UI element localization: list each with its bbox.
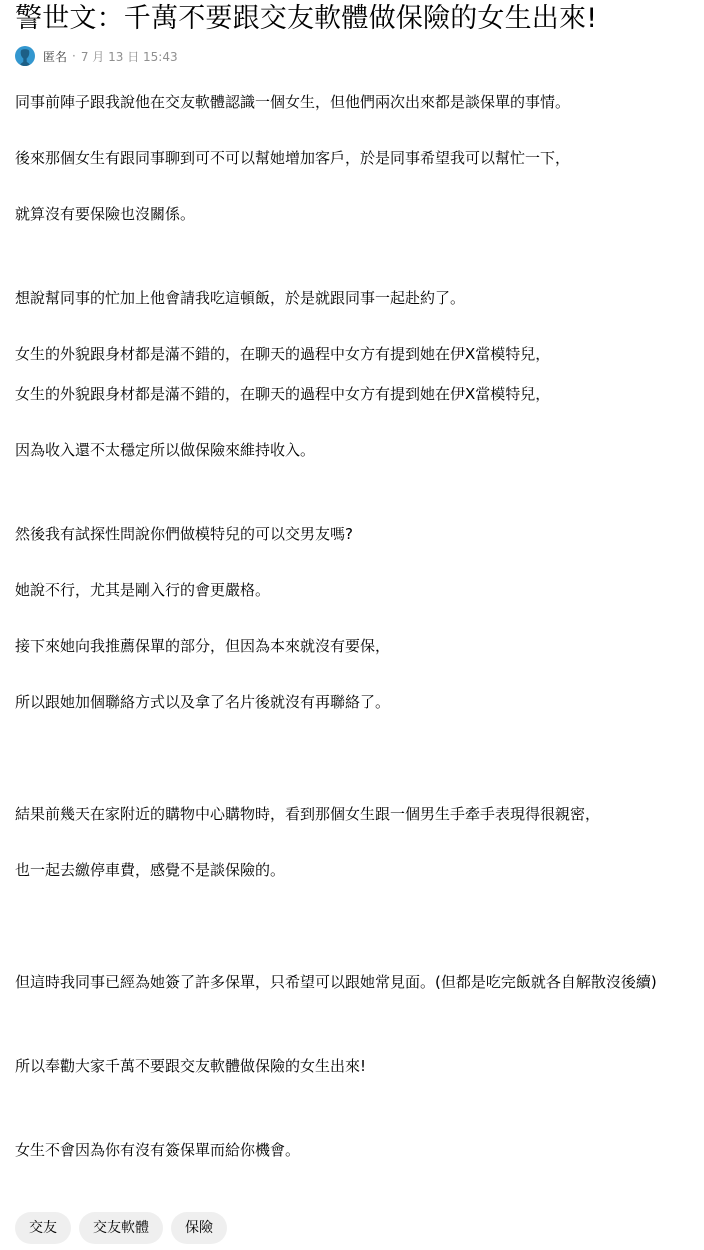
post-paragraph: 因為收入還不太穩定所以做保險來維持收入。 — [15, 441, 316, 459]
post-paragraph: 同事前陣子跟我說他在交友軟體認識一個女生，但他們兩次出來都是談保單的事情。 — [15, 93, 571, 111]
tag-list — [15, 1212, 227, 1244]
author-name[interactable]: 匿名 — [43, 49, 68, 64]
post-paragraph: 結果前幾天在家附近的購物中心購物時，看到那個女生跟一個男生手牽手表現得很親密， — [15, 805, 601, 823]
post-paragraph: 然後我有試探性問說你們做模特兒的可以交男友嗎? — [15, 525, 353, 543]
post-title: 警世文：千萬不要跟交友軟體做保險的女生出來! — [15, 3, 598, 34]
post-paragraph: 就算沒有要保險也沒關係。 — [15, 205, 196, 223]
tag-dating-app[interactable]: 交友軟體 — [79, 1212, 163, 1244]
post-paragraph: 後來那個女生有跟同事聊到可不可以幫她增加客戶，於是同事希望我可以幫忙一下， — [15, 149, 571, 167]
post-paragraph: 所以奉勸大家千萬不要跟交友軟體做保險的女生出來! — [15, 1057, 367, 1075]
meta-separator: · — [72, 49, 76, 63]
post-paragraph: 女生的外貌跟身材都是滿不錯的，在聊天的過程中女方有提到她在伊X當模特兒， — [15, 345, 551, 363]
anonymous-avatar-icon[interactable] — [15, 46, 35, 66]
post-paragraph: 所以跟她加個聯絡方式以及拿了名片後就沒有再聯絡了。 — [15, 693, 391, 711]
avatar-figure-icon — [15, 46, 35, 66]
post-meta — [15, 45, 178, 67]
post-paragraph: 她說不行，尤其是剛入行的會更嚴格。 — [15, 581, 271, 599]
post-paragraph: 但這時我同事已經為她簽了許多保單，只希望可以跟她常見面。(但都是吃完飯就各自解散沒後續) — [15, 973, 657, 991]
post-date: 7 月 13 日 15:43 — [80, 49, 178, 64]
post-paragraph: 女生不會因為你有沒有簽保單而給你機會。 — [15, 1141, 301, 1159]
post-paragraph: 接下來她向我推薦保單的部分，但因為本來就沒有要保， — [15, 637, 391, 655]
post-paragraph: 女生的外貌跟身材都是滿不錯的，在聊天的過程中女方有提到她在伊X當模特兒， — [15, 385, 551, 403]
post-paragraph: 想說幫同事的忙加上他會請我吃這頓飯，於是就跟同事一起赴約了。 — [15, 289, 466, 307]
tag-dating[interactable]: 交友 — [15, 1212, 71, 1244]
tag-insurance[interactable]: 保險 — [171, 1212, 227, 1244]
post-paragraph: 也一起去繳停車費，感覺不是談保險的。 — [15, 861, 286, 879]
